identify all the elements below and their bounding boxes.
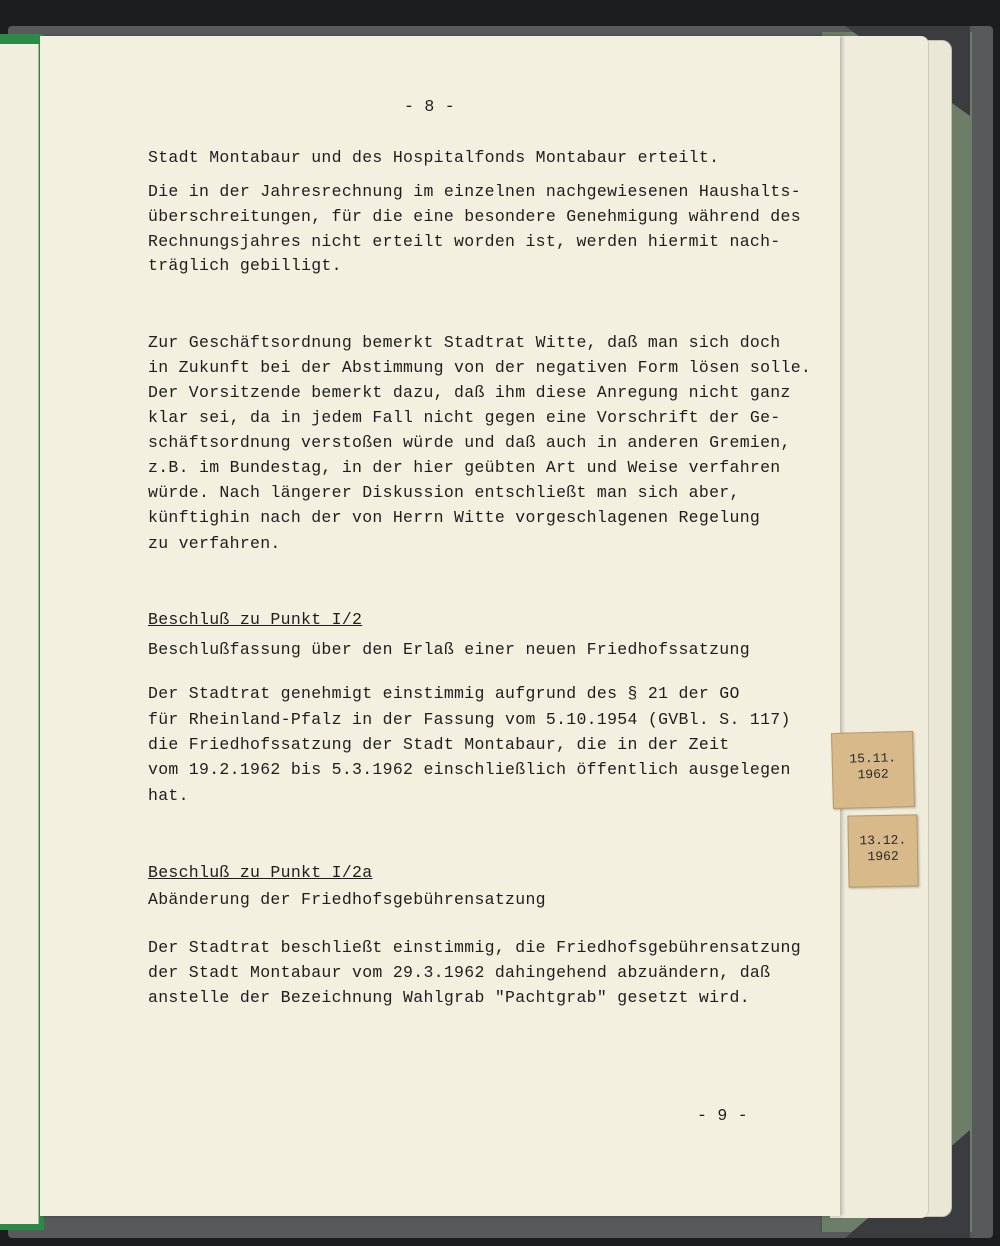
budget-line: Die in der Jahresrechnung im einzelnen nachgewiesenen Haushalts- [148, 182, 801, 201]
date-tab-day: 15.11. [849, 750, 897, 767]
resolution-body-line: Der Stadtrat beschließt einstimmig, die Friedhofsgebührensatzung [148, 938, 801, 957]
rules-line: in Zukunft bei der Abstimmung von der negativen Form lösen solle. [148, 358, 812, 377]
page-stack-inner [830, 36, 929, 1218]
resolution-body-line: für Rheinland-Pfalz in der Fassung vom 5.10.1954 (GVBl. S. 117) [148, 710, 791, 729]
date-tab-year: 1962 [857, 766, 889, 783]
resolution-heading: Beschluß zu Punkt I/2 [148, 610, 363, 629]
date-tab[interactable] [847, 814, 918, 887]
resolution-subject: Abänderung der Friedhofsgebührensatzung [148, 890, 546, 909]
rules-line: zu verfahren. [148, 534, 281, 553]
next-page-marker: - 9 - [697, 1106, 749, 1125]
resolution-heading: Beschluß zu Punkt I/2a [148, 863, 373, 882]
rules-line: Zur Geschäftsordnung bemerkt Stadtrat Witte, daß man sich doch [148, 333, 781, 352]
rules-line: würde. Nach längerer Diskussion entschließt man sich aber, [148, 483, 740, 502]
rules-line: künftighin nach der von Herrn Witte vorgeschlagenen Regelung [148, 508, 761, 527]
resolution-body-line: hat. [148, 786, 189, 805]
budget-line: Rechnungsjahres nicht erteilt worden ist, werden hiermit nach- [148, 232, 781, 251]
budget-line: überschreitungen, für die eine besondere Genehmigung während des [148, 207, 801, 226]
resolution-body-line: vom 19.2.1962 bis 5.3.1962 einschließlich öffentlich ausgelegen [148, 760, 791, 779]
resolution-body-line: die Friedhofssatzung der Stadt Montabaur, die in der Zeit [148, 735, 730, 754]
facing-page-edge [0, 44, 39, 1224]
date-tab-day: 13.12. [859, 832, 907, 849]
date-tab-year: 1962 [867, 848, 899, 865]
budget-line: träglich gebilligt. [148, 256, 342, 275]
intro-line: Stadt Montabaur und des Hospitalfonds Montabaur erteilt. [148, 148, 720, 167]
rules-line: Der Vorsitzende bemerkt dazu, daß ihm diese Anregung nicht ganz [148, 383, 791, 402]
resolution-body-line: der Stadt Montabaur vom 29.3.1962 dahingehend abzuändern, daß [148, 963, 771, 982]
page-number: - 8 - [404, 97, 456, 116]
rules-line: schäftsordnung verstoßen würde und daß auch in anderen Gremien, [148, 433, 791, 452]
rules-line: klar sei, da in jedem Fall nicht gegen eine Vorschrift der Ge- [148, 408, 781, 427]
resolution-subject: Beschlußfassung über den Erlaß einer neuen Friedhofssatzung [148, 640, 750, 659]
date-tab[interactable] [831, 731, 915, 809]
resolution-body-line: anstelle der Bezeichnung Wahlgrab "Pachtgrab" gesetzt wird. [148, 988, 750, 1007]
rules-line: z.B. im Bundestag, in der hier geübten Art und Weise verfahren [148, 458, 781, 477]
resolution-body-line: Der Stadtrat genehmigt einstimmig aufgrund des § 21 der GO [148, 684, 740, 703]
